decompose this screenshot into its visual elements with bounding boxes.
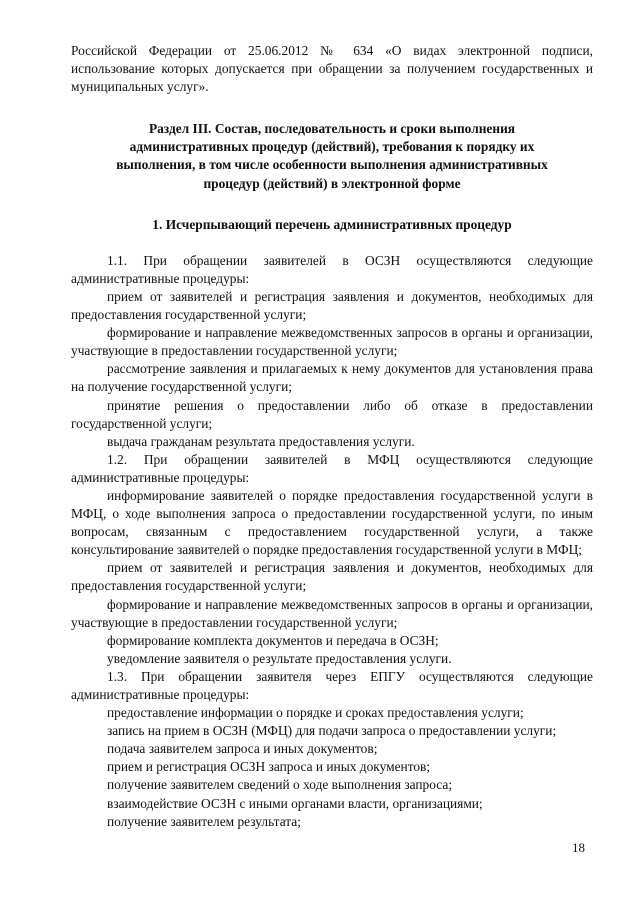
list-item: взаимодействие ОСЗН с иными органами власти, организациями;: [107, 795, 483, 811]
list-item: выдача гражданам результата предоставления услуги.: [107, 433, 415, 449]
list-item: получение заявителем сведений о ходе выполнения запроса;: [107, 777, 453, 793]
section-title: Раздел III. Состав, последовательность и сроки выполнения административных процедур (действий), требования к порядку их выполнения, в том числе особенности выполнения административных процедур (действий) в электронной форме: [116, 121, 548, 191]
paragraph-1-3: 1.3. При обращении заявителя через ЕПГУ осуществляются следующие административные процедуры:: [71, 668, 593, 702]
list-item: формирование комплекта документов и передача в ОСЗН;: [107, 632, 439, 648]
list-item: рассмотрение заявления и прилагаемых к нему документов для установления права на получение государственной услуги;: [71, 361, 593, 395]
paragraph-1-1: 1.1. При обращении заявителей в ОСЗН осуществляются следующие административные процедуры:: [71, 252, 593, 286]
list-item: формирование и направление межведомственных запросов в органы и организации, участвующие в предоставлении государственной услуги;: [71, 596, 593, 630]
list-item: прием от заявителей и регистрация заявления и документов, необходимых для предоставления государственной услуги;: [71, 560, 593, 594]
list-item: формирование и направление межведомственных запросов в органы и организации, участвующие в предоставлении государственной услуги;: [71, 325, 593, 359]
page-number: 18: [572, 840, 585, 855]
list-item: запись на прием в ОСЗН (МФЦ) для подачи запроса о предоставлении услуги;: [107, 723, 557, 739]
list-item: получение заявителем результата;: [107, 813, 301, 829]
list-item: информирование заявителей о порядке предоставления государственной услуги в МФЦ, о ходе выполнения запроса о предоставлении государственной услуги, по иным вопросам, связанным с предоставлением государственной услуги, а также консультирование заявителей о порядке предоставления государственной услуги в МФЦ;: [71, 487, 593, 558]
list-item: уведомление заявителя о результате предоставления услуги.: [107, 650, 452, 666]
intro-paragraph: Российской Федерации от 25.06.2012 № 634 «О видах электронной подписи, использование которых допускается при обращении за получением государственных и муниципальных услуг».: [71, 43, 593, 95]
list-item: принятие решения о предоставлении либо об отказе в предоставлении государственной услуги;: [71, 397, 593, 431]
list-item: прием и регистрация ОСЗН запроса и иных документов;: [107, 759, 431, 775]
list-item: подача заявителем запроса и иных документов;: [107, 741, 378, 757]
list-item: предоставление информации о порядке и сроках предоставления услуги;: [107, 705, 524, 721]
document-page: [71, 42, 593, 831]
paragraph-1-2: 1.2. При обращении заявителей в МФЦ осуществляются следующие административные процедуры:: [71, 451, 593, 485]
list-item: прием от заявителей и регистрация заявления и документов, необходимых для предоставления государственной услуги;: [71, 288, 593, 323]
subsection-title: 1. Исчерпывающий перечень административных процедур: [152, 216, 512, 232]
